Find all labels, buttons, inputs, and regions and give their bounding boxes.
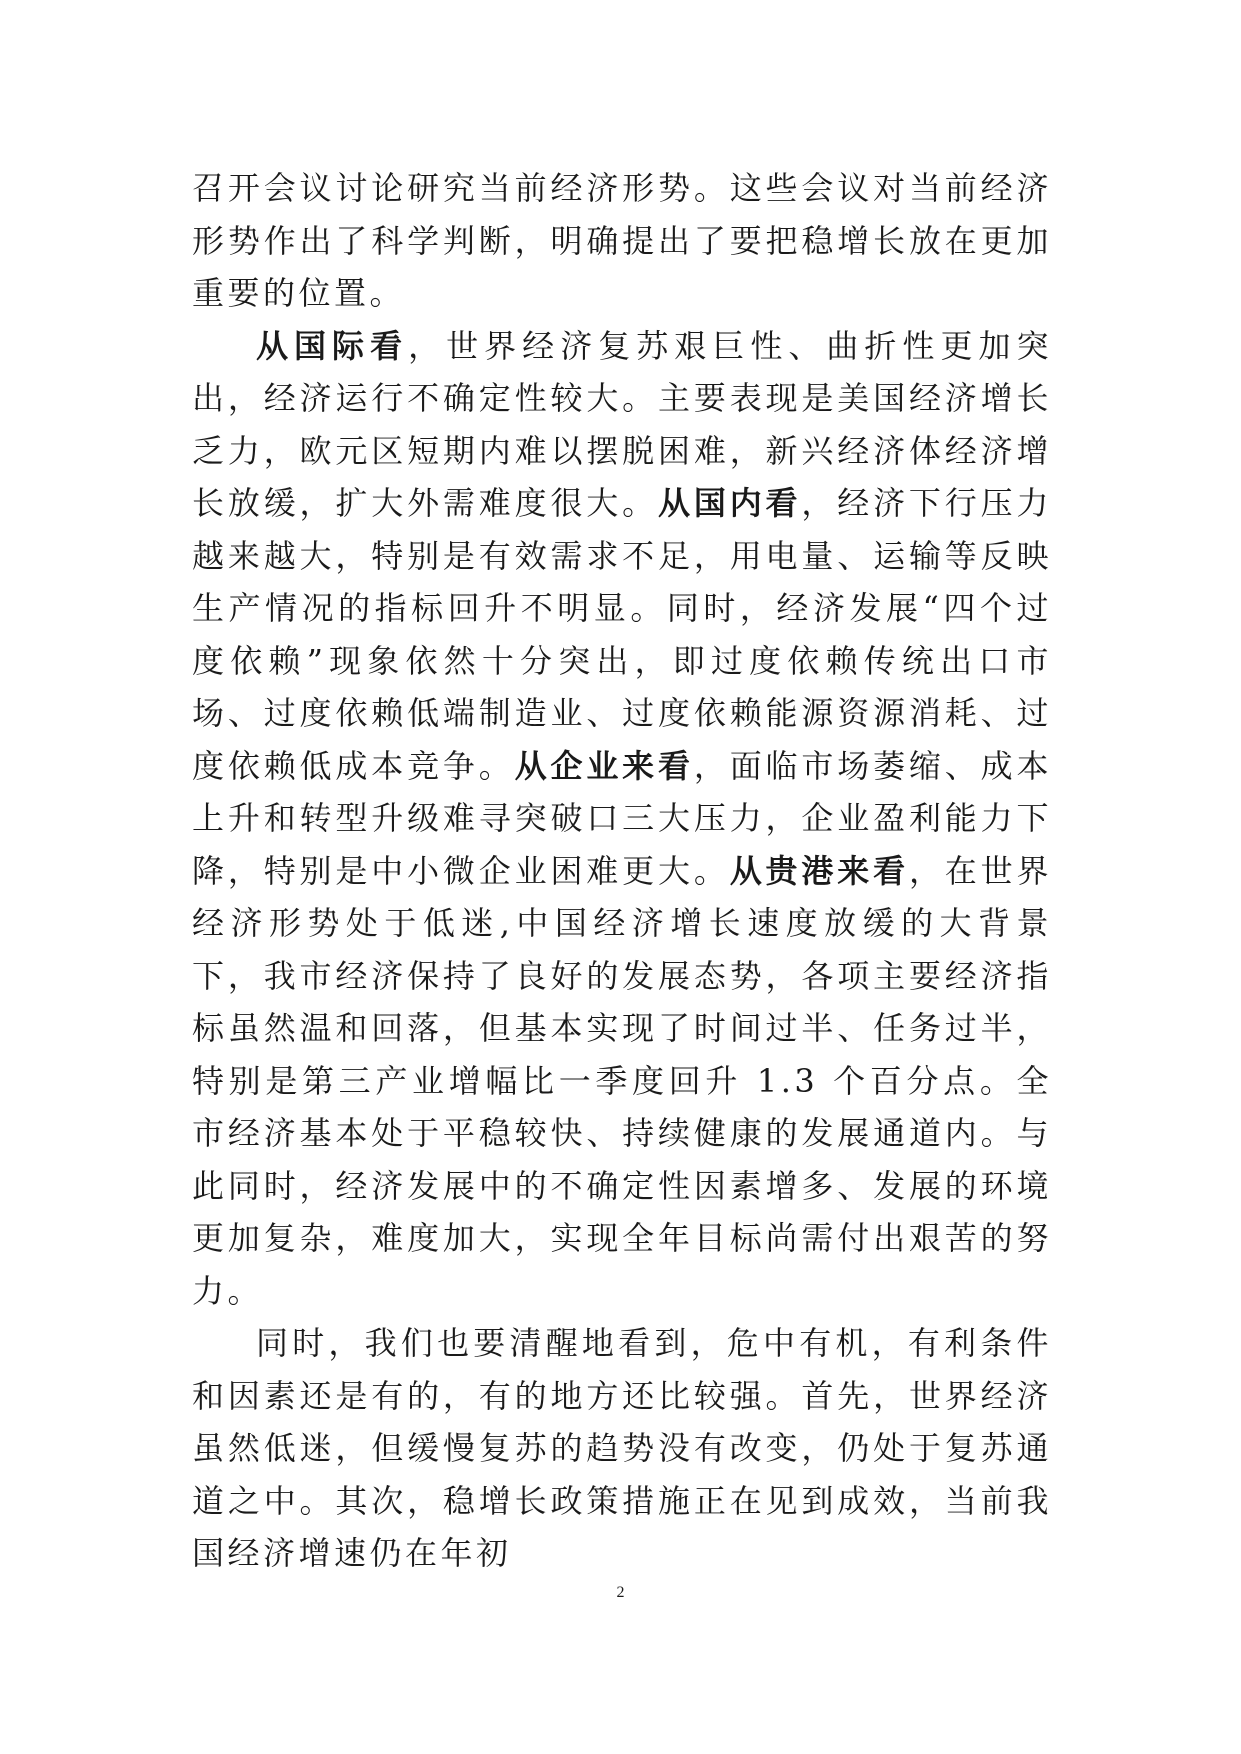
text-international: ，世界经济复苏艰巨性、曲折性更加突出，经济运行不确定性较大。主要表现是美国经济增长乏力，欧元区短期内难以摆脱困难，新兴经济体经济增长放缓，扩大外需难度很大。 <box>192 326 1052 522</box>
heading-guigang: 从贵港来看 <box>729 851 909 890</box>
paragraph-favorable-conditions: 同时，我们也要清醒地看到，危中有机，有利条件和因素还是有的，有的地方还比较强。首先，世界经济虽然低迷，但缓慢复苏的趋势没有改变，仍处于复苏通道之中。其次，稳增长政策措施正在见到成效，当前我国经济增速仍在年初 <box>192 1324 1052 1572</box>
page-number: 2 <box>616 1584 625 1601</box>
heading-domestic: 从国内看 <box>658 484 802 522</box>
text-enterprise: ，面临市场萎缩、成本上升和转型升级难寻突破口三大压力，企业盈利能力下降，特别是中小微企业困难更大。 <box>192 746 1052 890</box>
heading-enterprise: 从企业来看 <box>514 746 694 785</box>
text-guigang: ，在世界经济形势处于低迷,中国经济增长速度放缓的大背景下，我市经济保持了良好的发展态势，各项主要经济指标虽然温和回落，但基本实现了时间过半、任务过半，特别是第三产业增幅比一季度回升 1.3 个百分点。全市经济基本处于平稳较快、持续健康的发展通道内。与此同时，经济发展中的不确定性因素增多、发展的环境更加复杂，难度加大，实现全年目标尚需付出艰苦的努力。 <box>192 851 1052 1310</box>
text-domestic: ，经济下行压力越来越大，特别是有效需求不足，用电量、运输等反映生产情况的指标回升不明显。同时，经济发展“四个过度依赖”现象依然十分突出，即过度依赖传统出口市场、过度依赖低端制造业、过度依赖能源资源消耗、过度依赖低成本竞争。 <box>192 484 1052 785</box>
heading-international: 从国际看 <box>256 326 409 365</box>
paragraph-situation-analysis <box>192 320 1052 1318</box>
body-text <box>192 162 1052 1580</box>
paragraph-continuation: 召开会议讨论研究当前经济形势。这些会议对当前经济形势作出了科学判断，明确提出了要把稳增长放在更加重要的位置。 <box>192 169 1052 312</box>
